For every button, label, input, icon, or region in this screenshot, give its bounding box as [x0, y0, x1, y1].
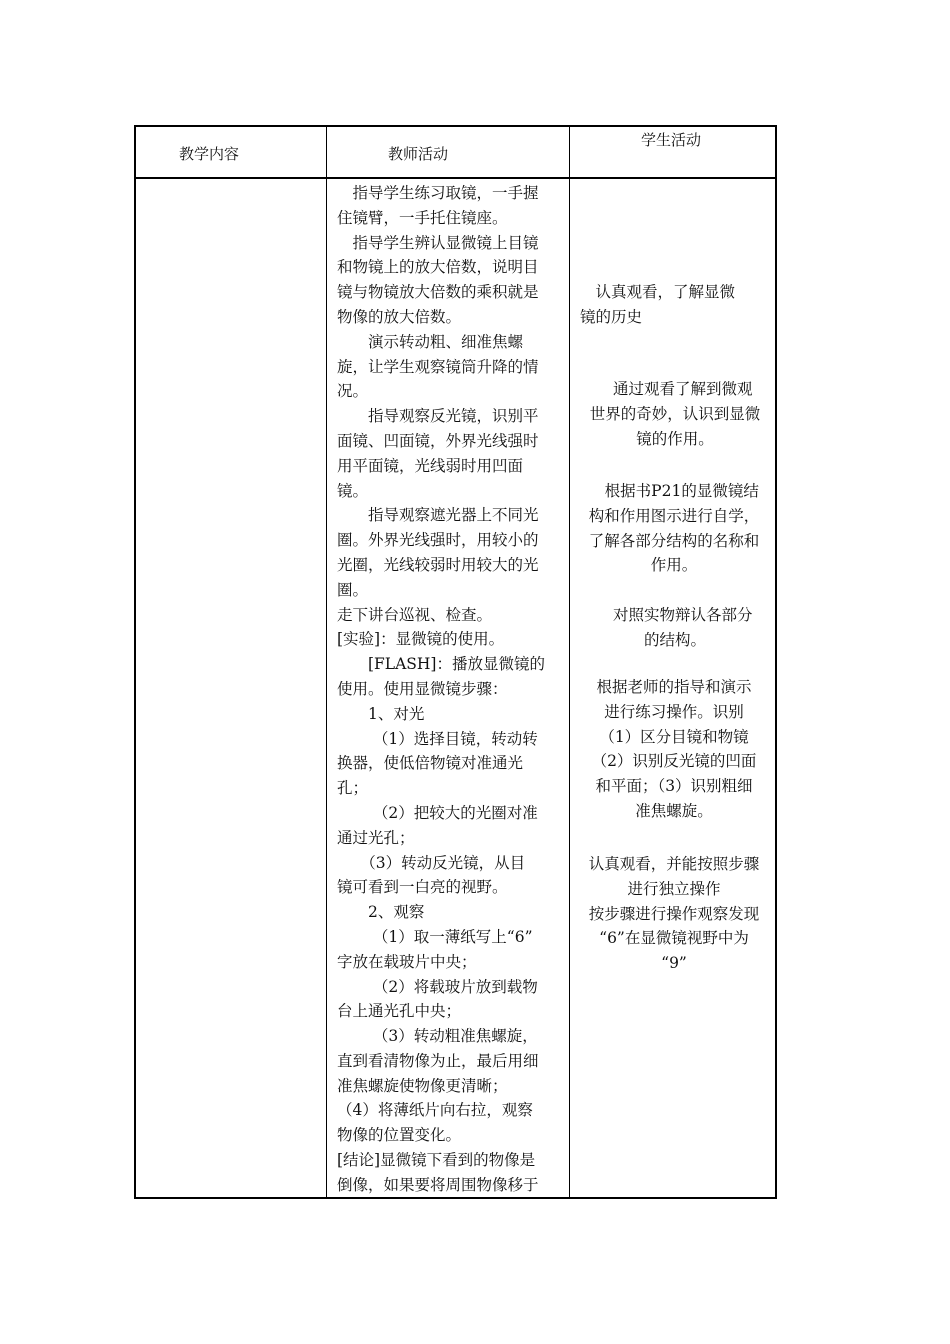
teacher-line: 旋，让学生观察镜筒升降的情: [337, 357, 539, 376]
teacher-line: （1）取一薄纸写上“6”: [337, 927, 533, 946]
teacher-line: 通过光孔；: [337, 828, 415, 847]
student-line: 进行独立操作: [627, 879, 721, 898]
teacher-line: （2）把较大的光圈对准: [337, 803, 538, 822]
teacher-line: 指导学生练习取镜，一手握: [337, 184, 539, 202]
teacher-line: 面镜、凹面镜，外界光线强时: [337, 431, 539, 450]
student-line: 构和作用图示进行自学，: [588, 506, 760, 525]
teacher-line: 指导观察反光镜，识别平: [337, 407, 539, 426]
teacher-line: 直到看清物像为止，最后用细: [337, 1051, 539, 1070]
student-block-micro-world: [580, 377, 770, 451]
student-line: 镜的历史: [580, 307, 643, 326]
student-line: 对照实物辩认各部分: [597, 606, 753, 624]
student-line: 的结构。: [643, 630, 706, 649]
column-divider-1: [326, 127, 327, 1197]
header-content: 教学内容: [179, 145, 240, 163]
teacher-line: 物像的位置变化。: [337, 1126, 462, 1145]
student-line: 作用。: [650, 556, 698, 575]
student-line: 了解各部分结构的名称和: [588, 531, 760, 550]
student-line: 镜的作用。: [636, 429, 714, 448]
header-student: 学生活动: [641, 131, 702, 149]
teacher-line: （1）选择目镜，转动转: [337, 729, 538, 748]
teacher-line: 物像的放大倍数。: [337, 307, 462, 326]
teacher-activities: [337, 181, 545, 1198]
teacher-line: 用平面镜，光线弱时用凹面: [337, 456, 524, 475]
teacher-line: 光圈，光线较弱时用较大的光: [337, 555, 539, 574]
student-block-observe: [576, 852, 772, 976]
teacher-line: 台上通光孔中央；: [337, 1002, 462, 1021]
teacher-line: 指导观察遮光器上不同光: [337, 506, 539, 525]
lesson-table: [134, 125, 777, 1199]
teacher-line: 换器，使低倍物镜对准通光: [337, 754, 524, 773]
teacher-line: 孔；: [337, 779, 369, 798]
student-line: 根据老师的指导和演示: [596, 678, 752, 696]
teacher-line: 2、观察: [337, 903, 425, 922]
teacher-line: （2）将载玻片放到载物: [337, 977, 538, 996]
teacher-line: 和物镜上的放大倍数，说明目: [337, 258, 539, 277]
teacher-line: 演示转动粗、细准焦螺: [337, 332, 524, 351]
teacher-line: 走下讲台巡视、检查。: [337, 605, 493, 624]
teacher-line: [结论]显微镜下看到的物像是: [337, 1151, 536, 1170]
student-line: 通过观看了解到微观: [597, 380, 753, 398]
teacher-line: （3）转动反光镜，从目: [337, 853, 526, 872]
student-line: 按步骤进行操作观察发现: [588, 904, 760, 923]
teacher-line: 倒像，如果要将周围物像移于: [337, 1175, 539, 1194]
teacher-line: 使用。使用显微镜步骤：: [337, 679, 508, 698]
teacher-line: 况。: [337, 382, 369, 401]
teacher-line: 字放在载玻片中央；: [337, 952, 477, 971]
teacher-line: 镜与物镜放大倍数的乘积就是: [337, 283, 539, 302]
teacher-line: （4）将薄纸片向右拉，观察: [337, 1101, 533, 1120]
teacher-line: 指导学生辨认显微镜上目镜: [337, 233, 539, 252]
teacher-line: （3）转动粗准焦螺旋，: [337, 1027, 538, 1046]
student-line: “6”在显微镜视野中为: [599, 929, 749, 948]
student-line: “9”: [661, 954, 687, 973]
student-line: 世界的奇妙，认识到显微: [589, 404, 761, 423]
teacher-line: [实验]：显微镜的使用。: [337, 630, 505, 649]
teacher-line: 圈。外界光线强时，用较小的: [337, 531, 539, 550]
student-line: （1）区分目镜和物镜: [599, 727, 749, 746]
student-line: （2）识别反光镜的凹面: [591, 752, 757, 771]
header-divider: [136, 177, 775, 179]
student-line: 根据书P21的显微镜结: [589, 482, 759, 500]
student-line: 准焦螺旋。: [635, 801, 713, 820]
teacher-line: 准焦螺旋使物像更清晰；: [337, 1076, 508, 1095]
student-line: 和平面；（3）识别粗细: [595, 777, 753, 796]
student-line: 进行练习操作。识别: [604, 702, 744, 721]
teacher-line: 镜可看到一白亮的视野。: [337, 878, 508, 897]
student-block-identify-parts: [580, 603, 770, 653]
student-block-self-study: [576, 479, 772, 578]
teacher-line: 1、对光: [337, 704, 425, 723]
teacher-line: 圈。: [337, 580, 369, 599]
column-divider-2: [569, 127, 570, 1197]
student-line: 认真观看，了解显微: [580, 283, 736, 301]
teacher-line: 镜。: [337, 481, 369, 500]
teacher-line: [FLASH]：播放显微镜的: [337, 655, 545, 674]
header-teacher: 教师活动: [388, 145, 449, 163]
student-block-history: [580, 280, 735, 330]
student-block-practice: [576, 675, 772, 824]
teacher-line: 住镜臂，一手托住镜座。: [337, 208, 508, 227]
student-line: 认真观看，并能按照步骤: [588, 855, 760, 873]
